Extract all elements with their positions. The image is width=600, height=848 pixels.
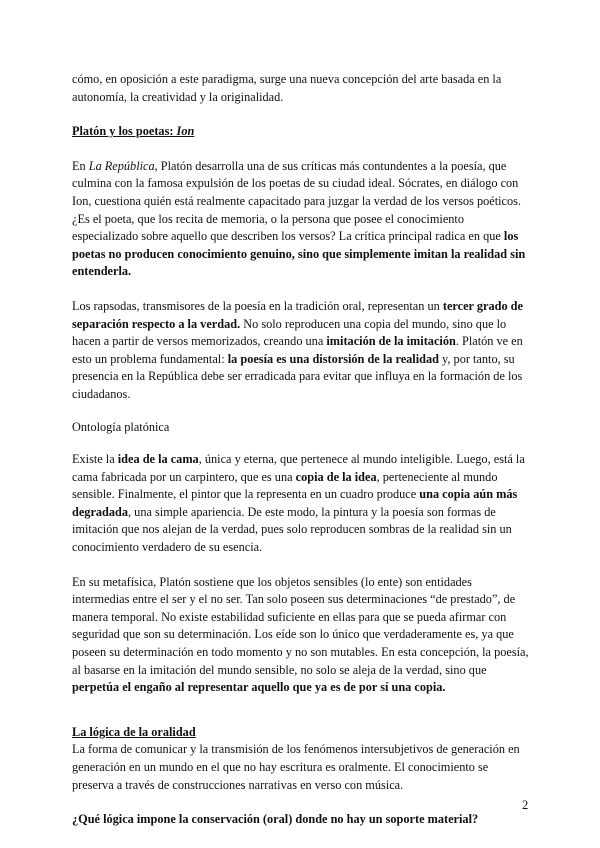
text-run: y, por tanto, su presencia en la República debe ser erradicada para evitar que influya en la formación de los ciudadanos. xyxy=(72,351,523,401)
question-logica: ¿Qué lógica impone la conservación (oral) donde no hay un soporte material? xyxy=(72,812,479,827)
paragraph-republica xyxy=(72,158,532,281)
paragraph-rapsodas xyxy=(72,298,532,404)
intro-paragraph: cómo, en oposición a este paradigma, surge una nueva concepción del arte basada en la autonomía, la creatividad y la originalidad. xyxy=(72,72,502,104)
bold-run: los poetas no producen conocimiento genuino, sino que simplemente imitan la realidad sin entenderla. xyxy=(72,229,526,279)
text-run: Existe la xyxy=(72,452,118,467)
bold-run: la poesía es una distorsión de la realidad xyxy=(227,351,439,366)
page-content xyxy=(72,71,532,829)
page-number: 2 xyxy=(522,798,529,812)
italic-run: La República xyxy=(88,158,155,173)
bold-run: copia de la idea xyxy=(295,469,377,484)
paragraph-oralidad: La forma de comunicar y la transmisión de los fenómenos intersubjetivos de generación en generación en un mundo en el que no hay escritura es oralmente. El conocimiento se preserva a través de construcciones narrativas en verso con música. xyxy=(72,742,520,792)
text-run: En su metafísica, Platón sostiene que los objetos sensibles (lo ente) son entidades intermedias entre el ser y el no ser. Tan solo poseen sus determinaciones “de prestado”, de manera temporal. No existe estabilidad suficiente en ellas para que se pueda afirmar con seguridad que son su determinación. Los eíde son lo único que verdaderamente es, ya que poseen su determinación en todo momento y no son mutables. En esta concepción, la poesía, al basarse en la imitación del mundo sensible, no solo se aleja de la verdad, sino que xyxy=(72,574,529,677)
text-run: , perteneciente al mundo sensible. Finalmente, el pintor que la representa en un cuadro produce xyxy=(72,469,498,502)
text-run: Los rapsodas, transmisores de la poesía en la tradición oral, representan un xyxy=(72,298,443,313)
heading-italic-ion: Ion xyxy=(176,124,195,139)
text-run: , Platón desarrolla una de sus críticas más contundentes a la poesía, que culmina con la famosa expulsión de los poetas de su ciudad ideal. Sócrates, en diálogo con Ion, cuestiona quién está realmente capacitado para juzgar la verdad de los versos poéticos. ¿Es el poeta, que los recita de memoria, o la persona que posee el conocimiento especializado sobre aquello que describen los versos? La crítica principal radica en que xyxy=(72,158,521,244)
heading-text: Platón y los poetas: xyxy=(72,124,177,139)
section-heading-oralidad: La lógica de la oralidad xyxy=(72,724,196,739)
text-run: En xyxy=(72,158,89,173)
bold-run: idea de la cama xyxy=(117,452,199,467)
bold-run: perpetúa el engaño al representar aquello que ya es de por sí una copia. xyxy=(72,680,446,695)
text-run: No solo reproducen una copia del mundo, sino que lo hacen a partir de versos memorizados, creando una xyxy=(72,316,507,349)
text-run: , única y eterna, que pertenece al mundo inteligible. Luego, está la cama fabricada por un carpintero, que es una xyxy=(72,452,525,484)
bold-run: tercer grado de separación respecto a la verdad. xyxy=(72,298,523,331)
bold-run: una copia aún más degradada xyxy=(72,487,518,519)
paragraph-metafisica xyxy=(72,574,532,697)
text-run: , una simple apariencia. De este modo, la pintura y la poesía son formas de imitación que nos alejan de la verdad, pues solo reproducen sombras de la realidad sin un conocimiento verdadero de su esencia. xyxy=(72,504,512,555)
section-heading-platon xyxy=(72,123,532,141)
text-run: . Platón ve en esto un problema fundamental: xyxy=(72,334,523,366)
paragraph-cama xyxy=(72,451,532,557)
bold-run: imitación de la imitación xyxy=(326,334,456,349)
section-heading-ontologia: Ontología platónica xyxy=(72,419,170,434)
